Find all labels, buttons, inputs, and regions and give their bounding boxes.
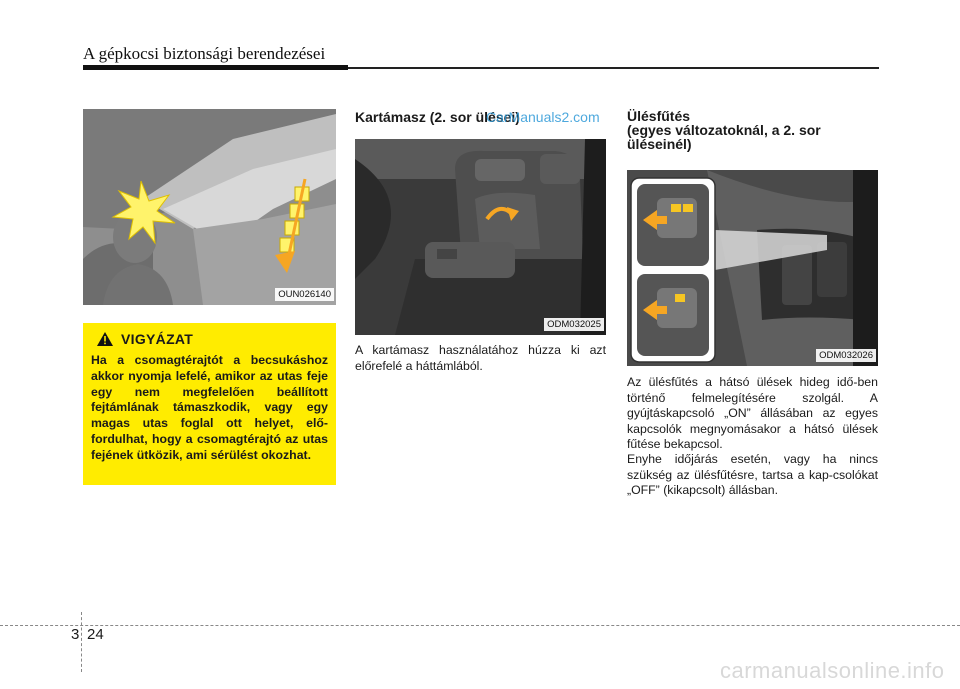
seat-heating-subtitle-line2: üléseinél) — [627, 136, 692, 152]
footer-rule — [0, 625, 960, 626]
warning-text: Ha a csomagtérajtót a becsukáshoz akkor nyomja lefelé, amikor az utas feje egy nem megfelelően beállított fejtámlának támaszkodik, vagy egy magas utas foglal ott helyet, elő-fordulhat, hogy a csomagtérajtó az utas fejének ütközik, ami sérülést okozhat. — [91, 353, 328, 462]
seat-heating-title: Ülésfűtés — [627, 108, 691, 124]
armrest-heading: Kartámasz (2. sor ülései) — [355, 109, 520, 125]
rear-seat-armrest-illustration — [355, 139, 606, 335]
seat-heating-heading — [627, 109, 877, 151]
watermark-text: CarManuals2.com — [486, 109, 600, 125]
seat-heating-subtitle-line1: (egyes változatoknál, a 2. sor — [627, 122, 821, 138]
figure-armrest — [355, 139, 606, 335]
warning-header — [91, 331, 328, 347]
footer-watermark-url: carmanualsonline.info — [720, 658, 945, 683]
page-header-title: A gépkocsi biztonsági berendezései — [83, 44, 326, 63]
warning-triangle-icon — [97, 332, 113, 346]
header-rule-accent — [83, 65, 348, 70]
figure-tailgate-warning — [83, 109, 336, 305]
figure-seat-heating — [627, 170, 878, 366]
tailgate-illustration — [83, 109, 336, 305]
page-number: 24 — [87, 626, 104, 643]
armrest-text: A kartámasz használatához húzza ki azt előrefelé a háttámlából. — [355, 343, 606, 373]
figure-caption: ODM032026 — [816, 349, 876, 362]
figure-caption: OUN026140 — [275, 288, 334, 301]
figure-caption: ODM032025 — [544, 318, 604, 331]
seat-heating-text-1: Az ülésfűtés a hátsó ülések hideg idő-ben történő felmelegítésére szolgál. A gyújtáskapcsoló „ON” állásában az egyes kapcsolók megnyomásakor a hátsó ülések fűtése bekapcsol. — [627, 375, 878, 451]
door-panel-switch-illustration — [627, 170, 878, 366]
seat-heating-text-2: Enyhe időjárás esetén, vagy ha nincs szükség az ülésfűtésre, tartsa a kap-csolókat „OFF” (kikapcsolt) állásban. — [627, 452, 878, 497]
warning-box — [83, 323, 336, 485]
chapter-number: 3 — [71, 626, 80, 643]
footer-divider — [81, 612, 82, 672]
warning-title: VIGYÁZAT — [121, 331, 194, 347]
